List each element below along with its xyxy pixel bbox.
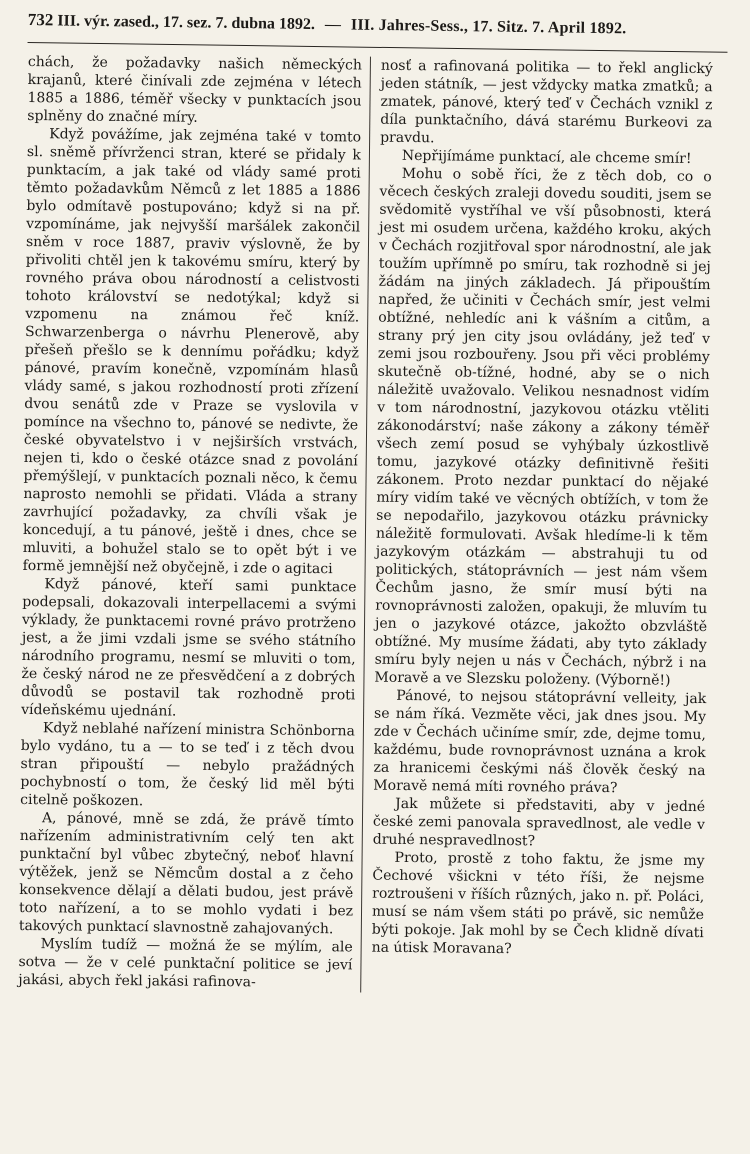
right-paragraph: Proto, prostě z toho faktu, že jsme my Čechové všickni v této říši, že nejsme roztroušeni v říších různých, jako n. př. Poláci, musí se nám všem státi po právě, sic nemůže býti pokoje. Jak mohl by se Čech klidně dívati na útisk Moravana? [371,849,705,958]
text-columns [18,53,728,996]
right-column [361,57,713,997]
running-header [28,10,728,53]
right-paragraph: Mohu o sobě říci, že z těch dob, co o věcech českých zraleji dovedu souditi, jsem se svědomitě vystříhal ve vší působnosti, která jest mi osudem určena, každého kroku, akých v Čechách rozjitřoval spor národnostní, ale jak toužím upřímně po smíru, tak rozhodně si jej žádám na jiných základech. Já připouštím napřed, že učiniti v Čechách smír, jest velmi obtížné, nehledíc ani k vášním a citům, a strany prý jen city jsou ovládány, jež teď v zemi jsou rozbouřeny. Jsou při věci problémy skutečně ob-tížné, hodné, aby se o nich náležitě uvažovalo. Velikou nesnadnost vidím v tom národnostní, jazykovou otázku vtěliti zákonodárství; naše zákony a zákony téměř všech zemí posud se vyhýbaly úzkostlivě tomu, jazykové otázky definitivně řešiti zákonem. Proto nezdar punktací do nějaké míry vidím také ve věcných obtížích, v tom že se nepodařilo, jazykovou otázku právnicky náležitě formulovati. Avšak hledíme-li k těm jazykovým otázkám — abstrahuji tu od politických, státoprávních — jest nám všem Čechům jasno, že smír musí býti na rovnoprávnosti založen, opakuji, že mluvím tu jen o jazykové otázce, jakožto obzvláště obtížné. My musíme žádati, aby tyto základy smíru byly nejen u nás v Čechách, nýbrž i na Moravě a ve Slezsku položeny. (Výborně!) [374,165,712,689]
left-paragraph: Když neblahé nařízení ministra Schönborna bylo vydáno, tu a — to se teď i z těch dvou stran připouští — nebylo pražádných pochybností o tom, že český lid měl býti citelně poškozen. [20,720,355,810]
left-paragraph: Když povážíme, jak zejména také v tomto sl. sněmě přívrženci stran, které se přidaly k punktacím, a jak také od vlády samé proti těmto požadavkům Němců z let 1885 a 1886 bylo odmítavě postupováno; když si na př. vzpomínáme, jak nejvyšší maršálek zakončil sněm v roce 1887, praviv výslovně, že by přivoliti chtěl jen k takovému smíru, který by rovného práva obou národností a celistvosti tohoto království se nedotýkal; když si vzpomenu na známou řeč kníž. Schwarzenberga o návrhu Plenerově, aby přešeň přešlo se k dennímu pořádku; když pánové, pravím konečně, vzpomínám hlasů vlády samé, s jakou rozhodností proti zřízení dvou senátů zde v Praze se vyslovila v pomínce na všechno to, pánové se nedivte, že české obyvatelstvo i v nejširších vrstvách, nejen ti, kdo o české otázce snad z povolání přemýšlejí, v punktacích poznali něco, k čemu naprosto nemohli se přidati. Vláda a strany zavrhující požadavky, za chvíli však je koncedují, a tu pánové, ještě i dnes, chce se mluviti, a bohužel stalo se to opět být i ve formě jemnější než obyčejně, i zde o agitaci [22,126,362,578]
left-paragraph: Myslím tudíž — možná že se mýlím, ale sotva — že v celé punktační politice se jeví jakási, abych řekl jakási rafinova- [18,936,353,991]
right-paragraph: Nepřijímáme punktací, ale chceme smír! [401,147,692,167]
left-column [18,53,370,993]
right-paragraph: nosť a rafinovaná politika — to řekl anglický jeden státník, — jest vždycky matka zmatků; a zmatek, pánové, který teď v Čechách vznikl z díla punktačního, dává starému Burkeovi za pravdu. [380,57,713,147]
right-paragraph: Pánové, to nejsou státoprávní velleity, jak se nám říká. Vezměte věci, jak dnes jsou. My zde v Čechách učiníme smír, zde, dejme tomu, každému, bude rovnoprávnost uznána a krok za hranicemi českými náš člověk český na Moravě nemá míti rovného práva? [373,687,707,797]
left-paragraph: A, pánové, mně se zdá, že právě tímto nařízením administrativním celý ten akt punktační byl vůbec zbytečný, neboť hlavní výtěžek, jenž se Němcům dostal a z čeho konsekvence dělají a dělati budou, jest právě toto nařízení, a to se mohlo vydati i bez takových punktací slavnostně zahajovaných. [18,810,355,938]
header-left-title: III. výr. zased., 17. sez. 7. dubna 1892. [57,12,316,34]
page-number: 732 [27,10,54,30]
header-dash: — [324,16,342,34]
right-paragraph: Jak můžete si představiti, aby v jedné české zemi panovala spravedlnost, ale vedle v druhé nespravedlnost? [372,795,706,850]
left-paragraph: Když pánové, kteří sami punktace podepsali, dokazovali interpellacemi a svými výklady, že punktacemi rovné právo protrženo jest, a že jimi vzdali jsme se svého státního národního programu, nesmí se mluviti o tom, že český národ ne ze přesvědčení a z dobrých důvodů se postavil tak rozhodně proti vídeňskému ujednání. [21,576,357,720]
header-right-title: III. Jahres-Sess., 17. Sitz. 7. April 1892. [350,16,627,38]
left-paragraph: chách, že požadavky našich německých krajanů, které činívali zde zejména v létech 1885 a 1886, téměř všecky v punktacích jsou splněny do značné míry. [27,53,362,126]
